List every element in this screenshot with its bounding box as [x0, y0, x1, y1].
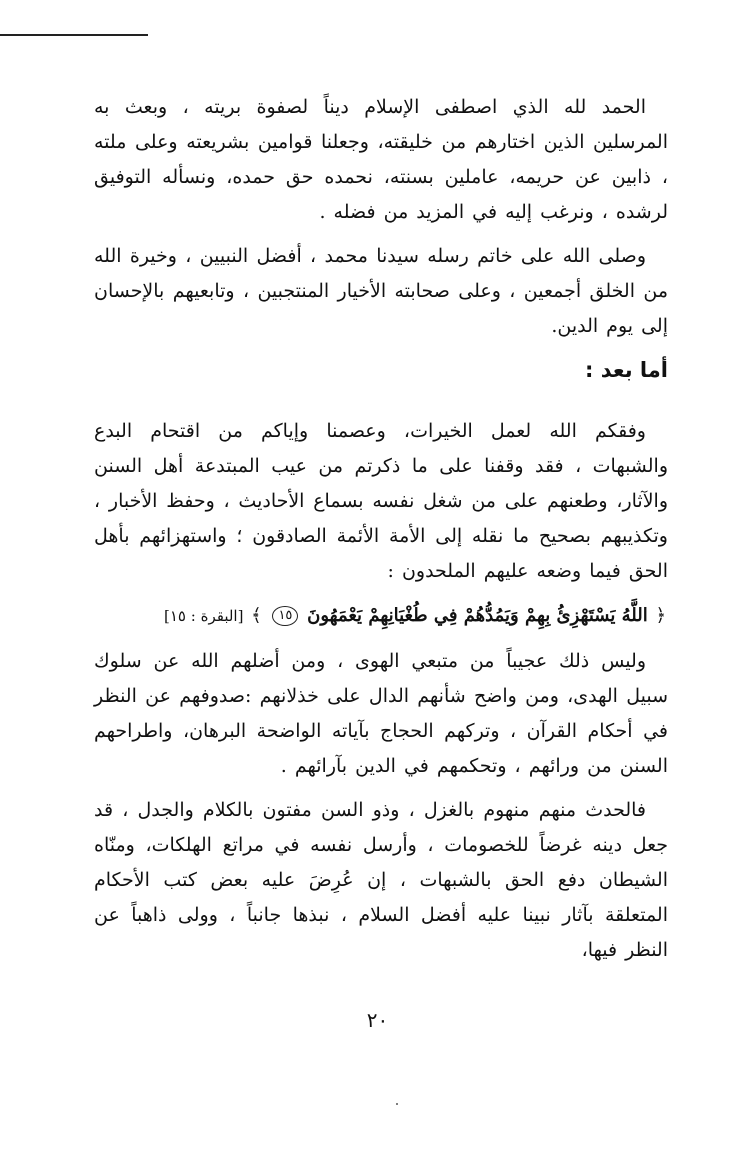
verse-text: اللَّهُ يَسْتَهْزِئُ بِهِمْ وَيَمُدُّهُمْ فِي طُغْيَانِهِمْ يَعْمَهُونَ [307, 605, 648, 626]
verse-reference: [البقرة : ١٥] [164, 607, 244, 625]
verse-open-bracket: ﴿ [655, 605, 666, 626]
paragraph-introduction: وفقكم الله لعمل الخيرات، وعصمنا وإياكم من اقتحام البدع والشبهات ، فقد وقفنا على ما ذكرتم من عيب المبتدعة أهل السنن والآثار، وطعنهم على من شغل نفسه بسماع الأحاديث ، وحفظ الأخبار ، وتكذيبهم بصحيح ما نقله إلى الأمة الأئمة الصادقون ؛ واستهزائهم بأهل الحق فيما وضعه عليهم الملحدون : [94, 420, 668, 582]
section-heading: أما بعد : [585, 358, 668, 382]
page-body [94, 90, 668, 977]
verse-close-bracket: ﴾ [251, 605, 262, 626]
paragraph-youth-and-elders: فالحدث منهم منهوم بالغزل ، وذو السن مفتون بالكلام والجدل ، قد جعل دينه غرضاً للخصومات ، وأرسل نفسه في مراتع الهلكات، ومنّاه الشيطان دفع الحق بالشبهات ، إن عُرِضَ عليه بعض كتب الأحكام المتعلقة بآثار نبينا عليه أفضل السلام ، نبذها جانباً ، وولى ذاهباً عن النظر فيها، [94, 799, 668, 961]
page-number: ٢٠ [366, 1008, 389, 1032]
header-rule [0, 34, 148, 36]
scan-speck [396, 1103, 398, 1105]
paragraph-salutation: وصلى الله على خاتم رسله سيدنا محمد ، أفضل النبيين ، وخيرة الله من الخلق أجمعين ، وعلى صحابته الأخيار المنتجبين ، وتابعيهم بالإحسان إلى يوم الدين. [94, 245, 668, 337]
quran-verse [94, 598, 668, 634]
verse-number-marker: ١٥ [272, 606, 298, 626]
paragraph-followers-of-desire: وليس ذلك عجيباً من متبعي الهوى ، ومن أضلهم الله عن سلوك سبيل الهدى، ومن واضح شأنهم الدال على خذلانهم :صدوفهم عن النظر في أحكام القرآن ، وتركهم الحجاج بآياته الواضحة البرهان، واطراحهم السنن من ورائهم ، وتحكمهم في الدين بآرائهم . [94, 650, 668, 777]
paragraph-opening-praise: الحمد لله الذي اصطفى الإسلام ديناً لصفوة بريته ، وبعث به المرسلين الذين اختارهم من خليقته، وجعلنا قوامين بشريعته وعلى ملته ، ذابين عن حريمه، عاملين بسنته، نحمده حق حمده، ونسأله التوفيق لرشده ، ونرغب إليه في المزيد من فضله . [94, 96, 668, 223]
